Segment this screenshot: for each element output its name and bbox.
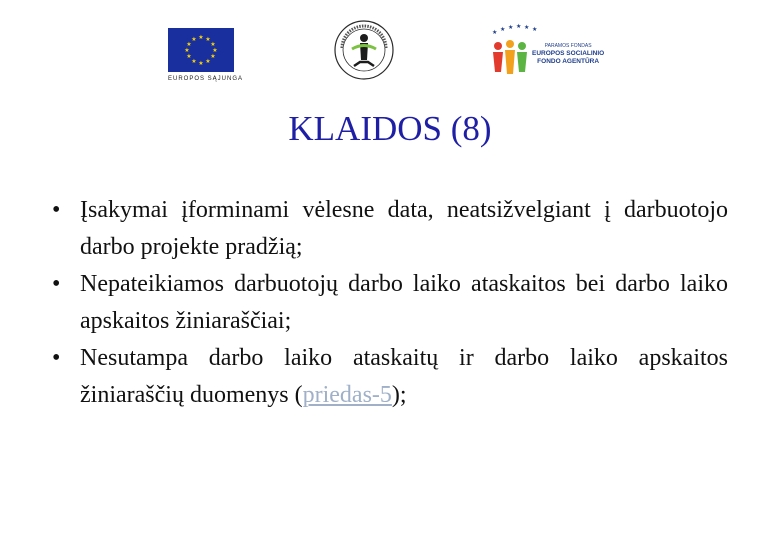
bullet-item-1 [52, 192, 728, 266]
eu-stars-icon [168, 28, 234, 72]
organization-seal-logo [332, 18, 396, 82]
esf-line-2: EUROPOS SOCIALINIO [532, 50, 605, 57]
svg-text:★: ★ [516, 23, 522, 30]
bullet-text-3-before: Nesutampa darbo laiko ataskaitų ir darbo laiko apskaitos žiniaraščių duomenys ( [80, 345, 728, 408]
svg-text:★: ★ [191, 36, 197, 43]
svg-text:★: ★ [198, 60, 204, 67]
svg-text:★: ★ [210, 53, 216, 60]
svg-text:★: ★ [191, 58, 197, 65]
esf-line-1: PARAMOS FONDAS [544, 43, 592, 49]
esf-agency-text [532, 42, 604, 66]
bullet-list [52, 192, 728, 414]
bullet-item-2 [52, 266, 728, 340]
bullet-text-3-after: ); [391, 382, 407, 408]
svg-text:★: ★ [186, 53, 192, 60]
svg-text:★: ★ [198, 34, 204, 41]
bullet-icon: • [52, 197, 61, 223]
appendix-link[interactable]: priedas-5 [302, 382, 392, 408]
svg-text:★: ★ [184, 47, 190, 54]
bullet-icon: • [52, 271, 61, 297]
svg-text:★: ★ [210, 41, 216, 48]
esf-line-3: FONDO AGENTŪRA [537, 58, 600, 65]
eu-flag [168, 28, 234, 72]
eu-logo [168, 28, 244, 90]
bullet-text-2: Nepateikiamos darbuotojų darbo laiko ataskaitos bei darbo laiko apskaitos žiniaraščiai; [80, 271, 728, 334]
svg-text:★: ★ [500, 26, 506, 33]
svg-text:★: ★ [524, 24, 530, 31]
svg-text:★: ★ [186, 41, 192, 48]
svg-text:★: ★ [205, 58, 211, 65]
esf-agency-logo [484, 22, 620, 86]
bullet-icon: • [52, 345, 61, 371]
svg-text:★: ★ [205, 36, 211, 43]
svg-text:★: ★ [532, 26, 538, 33]
bullet-item-3 [52, 340, 728, 414]
slide-title: KLAIDOS (8) [288, 109, 492, 148]
svg-text:★: ★ [492, 29, 498, 36]
bullet-text-1: Įsakymai įforminami vėlesne data, neatsižvelgiant į darbuotojo darbo projekte pradžią; [80, 197, 728, 260]
svg-text:★: ★ [508, 24, 514, 31]
eu-caption: EUROPOS SĄJUNGA [168, 76, 244, 82]
svg-text:★: ★ [212, 47, 218, 54]
header-logos [0, 0, 780, 100]
